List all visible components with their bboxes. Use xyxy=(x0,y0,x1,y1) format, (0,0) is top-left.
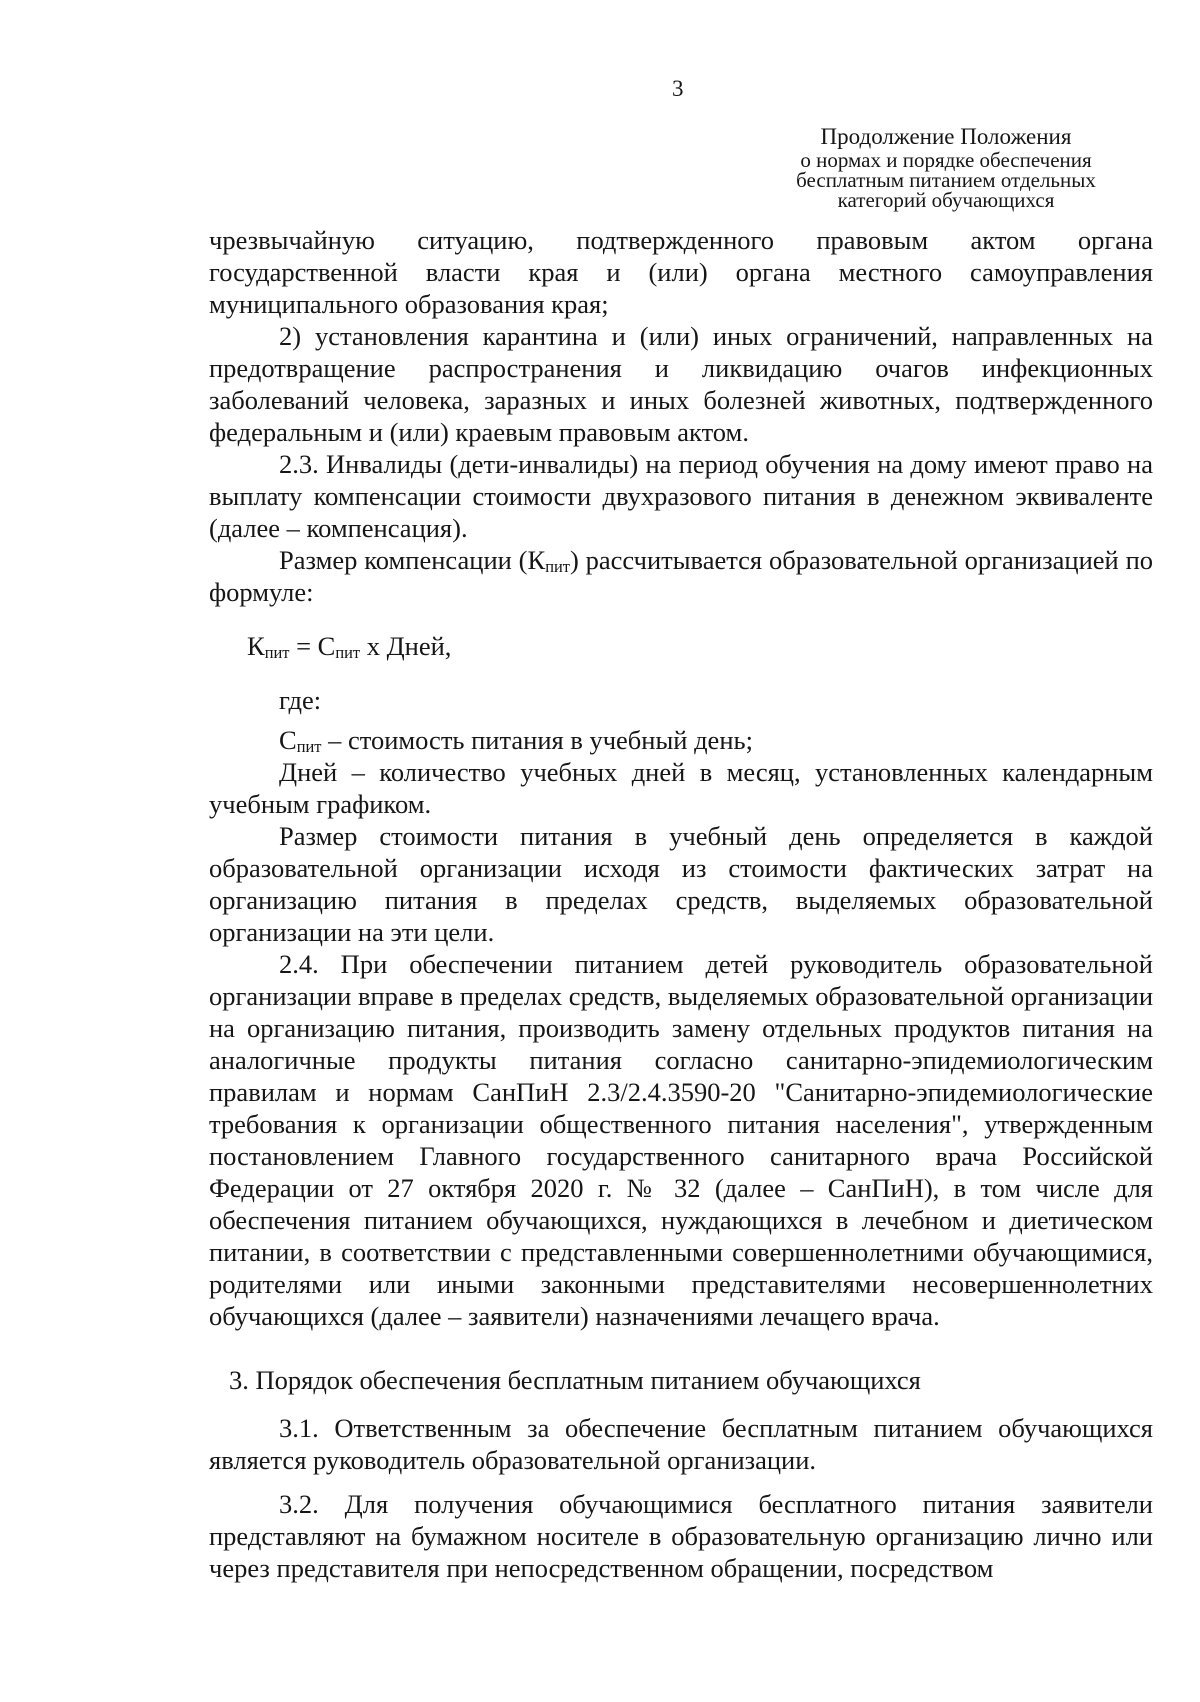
section-heading: 3. Порядок обеспечения бесплатным питанием обучающихся xyxy=(229,1365,921,1395)
header-line: о нормах и порядке обеспечения xyxy=(800,148,1092,172)
paragraph: 3.1. Ответственным за обеспечение бесплатным питанием обучающихся является руководитель образовательной организации. xyxy=(209,1413,1153,1475)
document-body xyxy=(209,224,1153,1584)
definition: Дней – количество учебных дней в месяц, установленных календарным учебным графиком. xyxy=(209,757,1153,819)
header-line: категорий обучающихся xyxy=(837,188,1055,212)
paragraph: 3.2. Для получения обучающимися бесплатного питания заявители представляют на бумажном носителе в образовательную организацию лично или через представителя при непосредственном обращении, посредством xyxy=(209,1489,1153,1583)
formula: $К_{пит} = С_{пит}$ х Дней, xyxy=(247,631,452,662)
where-label: где: xyxy=(279,685,322,715)
paragraph: чрезвычайную ситуацию, подтвержденного правовым актом органа государственной власти края и (или) органа местного самоуправления муниципального образования края; xyxy=(209,225,1153,319)
header-line: бесплатным питанием отдельных xyxy=(796,168,1096,192)
paragraph: 2.4. При обеспечении питанием детей руководитель образовательной организации вправе в пределах средств, выделяемых образовательной организации на организацию питания, производить замену отдельных продуктов питания на аналогичные продукты питания согласно санитарно-эпидемиологическим правилам и нормам СанПиН 2.3/2.4.3590-20 "Санитарно-эпидемиологические требования к организации общественного питания населения", утвержденным постановлением Главного государственного санитарного врача Российской Федерации от 27 октября 2020 г. № 32 (далее – СанПиН), в том числе для обеспечения питанием обучающихся, нуждающихся в лечебном и диетическом питании, в соответствии с представленными совершеннолетними обучающимися, родителями или иными законными представителями несовершеннолетних обучающихся (далее – заявители) назначениями лечащего врача. xyxy=(209,949,1153,1331)
paragraph: Размер стоимости питания в учебный день определяется в каждой образовательной организации исходя из стоимости фактических затрат на организацию питания в пределах средств, выделяемых образовательной организации на эти цели. xyxy=(209,821,1153,947)
header-title: Продолжение Положения xyxy=(820,124,1072,149)
definition: $С_{пит}$ – стоимость питания в учебный день; xyxy=(279,725,753,756)
paragraph: 2.3. Инвалиды (дети-инвалиды) на период обучения на дому имеют право на выплату компенсации стоимости двухразового питания в денежном эквиваленте (далее – компенсация). xyxy=(209,449,1153,543)
paragraph: 2) установления карантина и (или) иных ограничений, направленных на предотвращение распространения и ликвидацию очагов инфекционных заболеваний человека, заразных и иных болезней животных, подтвержденного федеральным и (или) краевым правовым актом. xyxy=(209,321,1153,447)
paragraph: Размер компенсации $(К_{пит})$ рассчитывается образовательной организацией по формуле: xyxy=(209,545,1153,607)
page-number: 3 xyxy=(672,76,684,101)
